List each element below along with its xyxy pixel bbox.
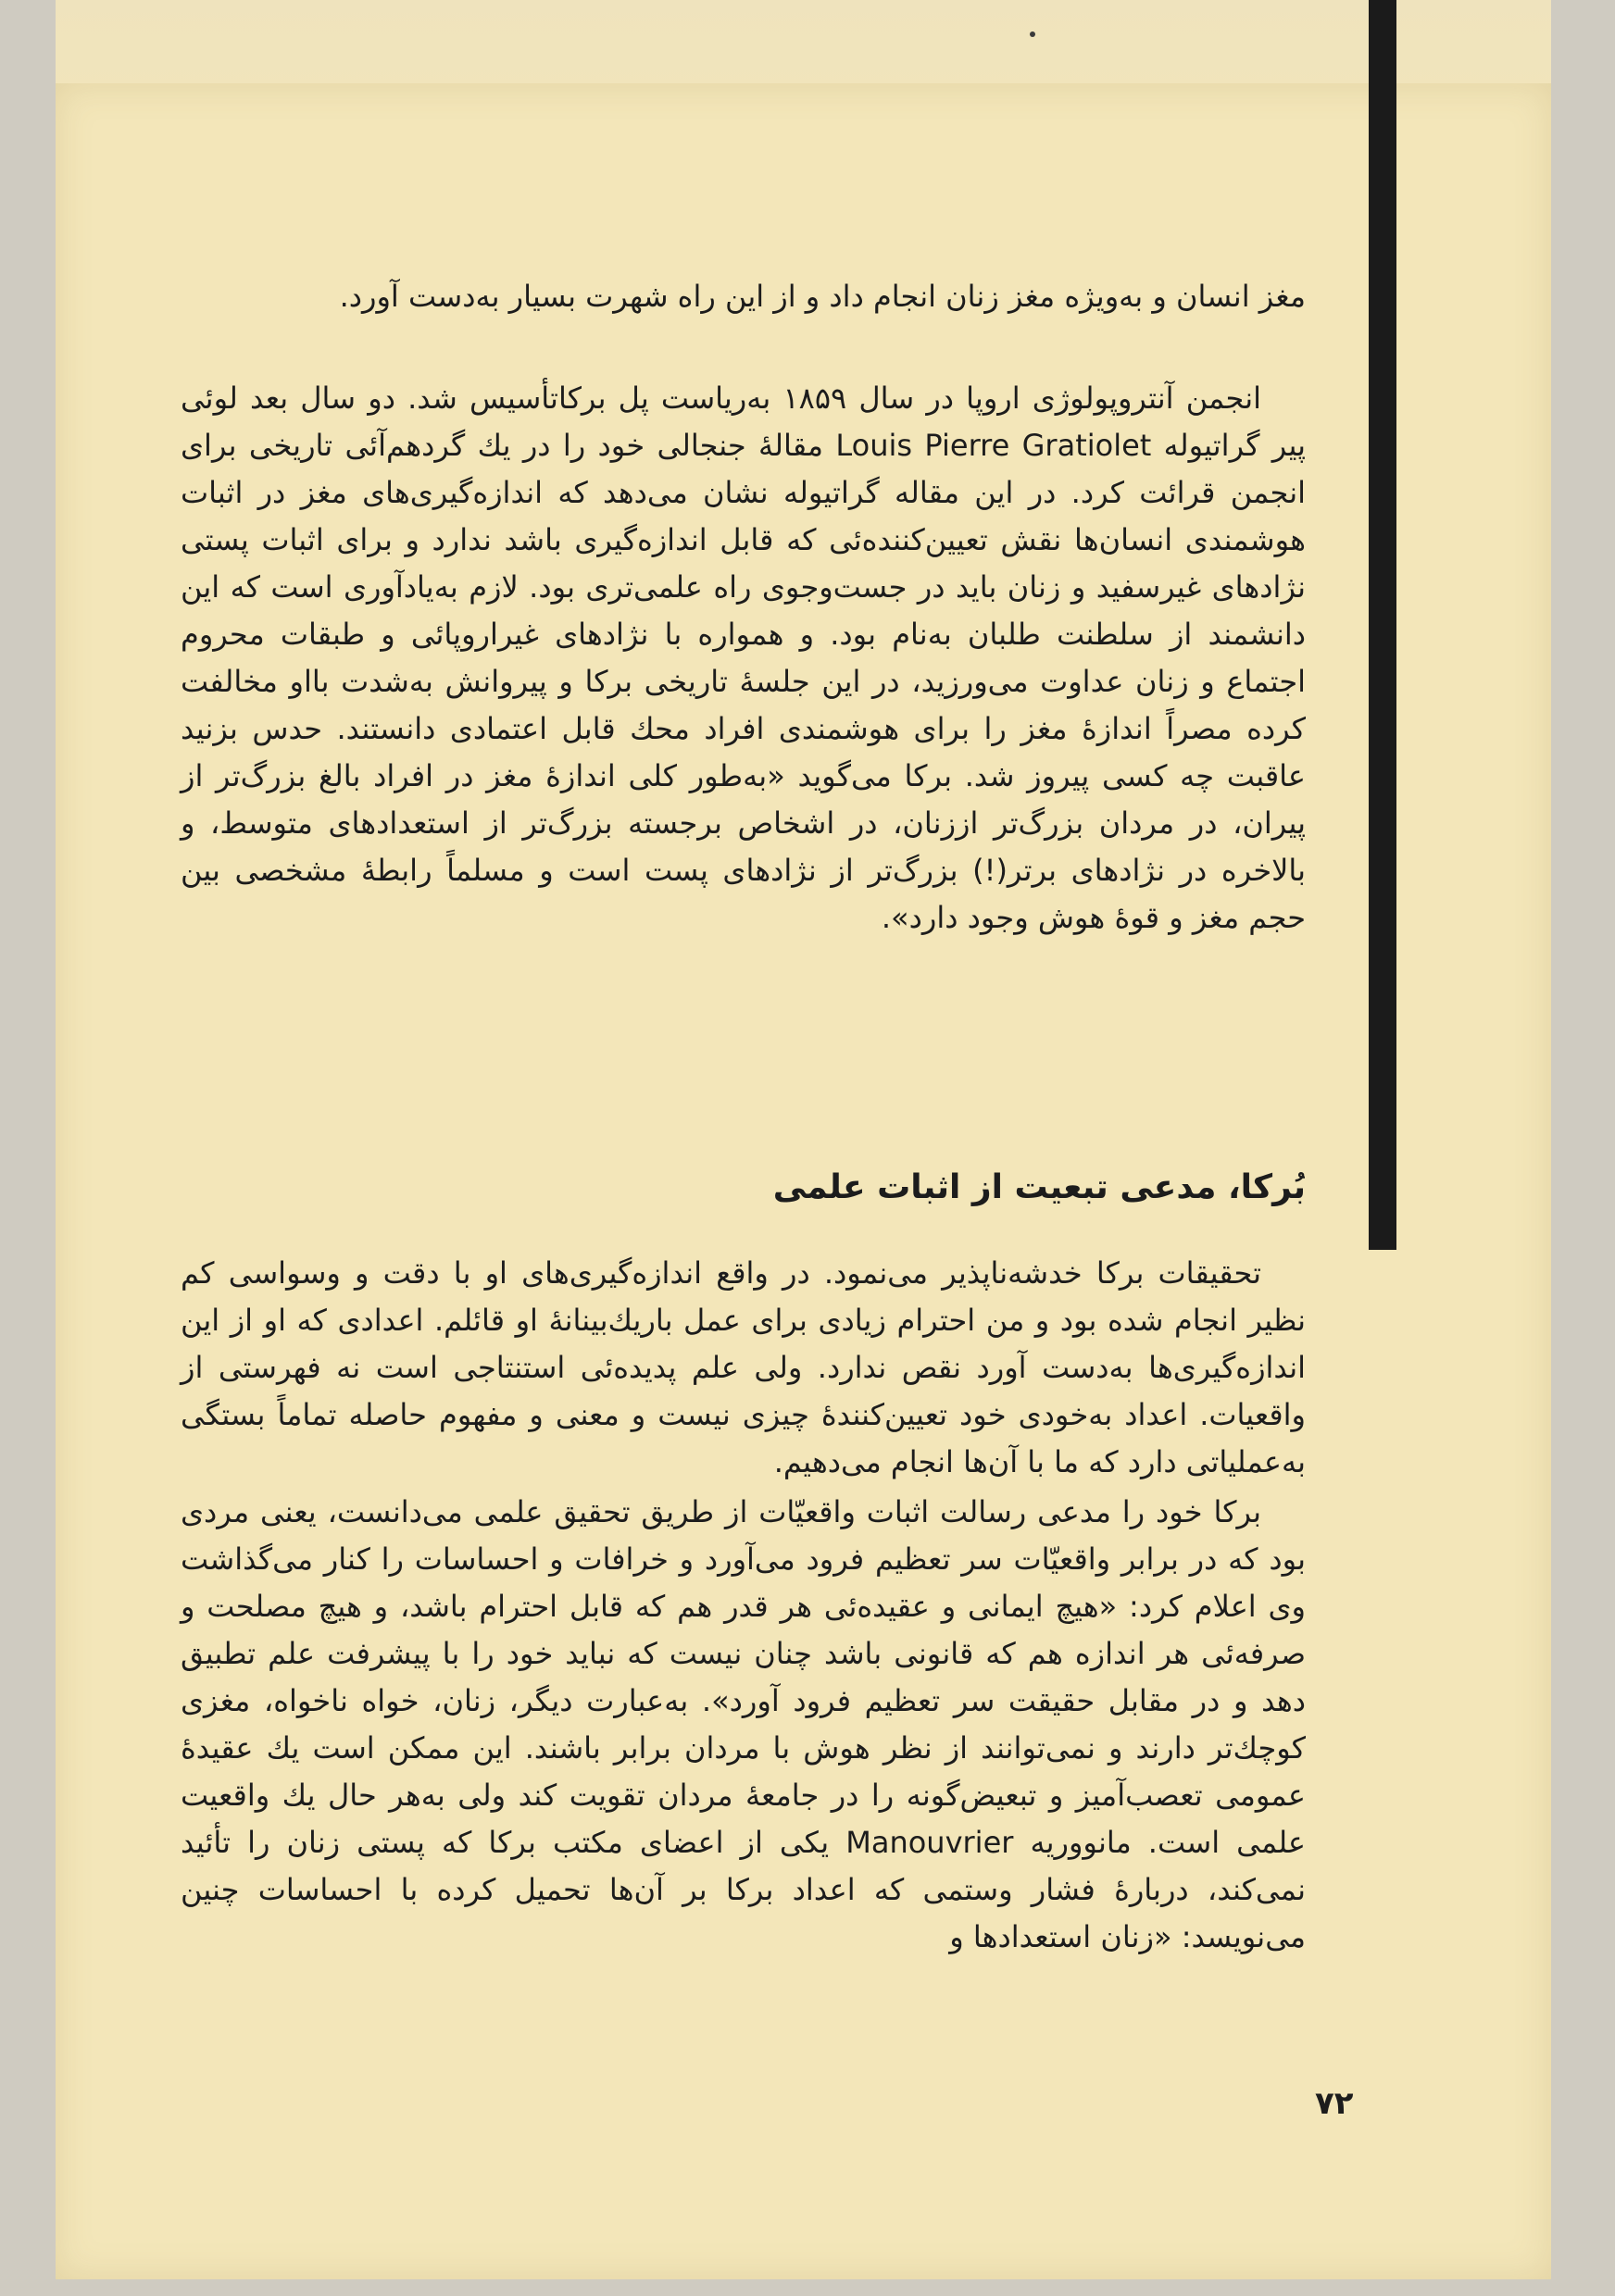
paragraph-1-block [181, 375, 1306, 942]
intro-line: مغز انسان و به‌ویژه مغز زنان انجام داد و از این راه شهرت بسیار به‌دست آورد. [339, 279, 1306, 314]
intro-line-block [181, 273, 1306, 320]
section-heading: بُركا، مدعی تبعیت از اثبات علمی [772, 1168, 1306, 1206]
black-binding-bar [1369, 0, 1396, 1250]
paragraph-3-block [181, 1489, 1306, 1961]
paragraph-1: انجمن آنتروپولوژی اروپا در سال ۱۸۵۹ به‌ریاست پل بركاتأسیس شد. دو سال بعد لوئی پیر گراتیوله Louis Pierre Gratiolet مقالهٔ جنجالی خود را در یك گردهم‌آئی تاریخی برای انجمن قرائت كرد. در این مقاله گراتیوله نشان می‌دهد كه اندازه‌گیری‌های مغز در اثبات هوشمندی انسان‌ها نقش تعیین‌كننده‌ئی كه قابل اندازه‌گیری باشد ندارد و برای اثبات پستی نژادهای غیرسفید و زنان باید در جست‌وجوی راه علمی‌تری بود. لازم به‌یادآوری است كه این دانشمند از سلطنت طلبان به‌نام بود. و همواره با نژادهای غیراروپائی و طبقات محروم اجتماع و زنان عداوت می‌ورزید، در این جلسهٔ تاریخی بركا و پیروانش به‌شدت بااو مخالفت كرده مصراً اندازهٔ مغز را برای هوشمندی افراد محك قابل اعتمادی دانستند. حدس بزنید عاقبت چه كسی پیروز شد. بركا می‌گوید «به‌طور كلی اندازهٔ مغز در افراد بالغ بزرگ‌تر از پیران، در مردان بزرگ‌تر اززنان، در اشخاص برجسته بزرگ‌تر از استعدادهای متوسط، و بالاخره در نژادهای برتر(!) بزرگ‌تر از نژادهای پست است و مسلماً رابطهٔ مشخصی بین حجم مغز و قوهٔ هوش وجود دارد». [181, 381, 1307, 935]
paragraph-3: بركا خود را مدعی رسالت اثبات واقعیّات از طریق تحقیق علمی می‌دانست، یعنی مردی بود كه در برابر واقعیّات سر تعظیم فرود می‌آورد و خرافات و احساسات را كنار می‌گذاشت وی اعلام كرد: «هیچ ایمانی و عقیده‌ئی هر قدر هم كه قابل احترام باشد، و هیچ مصلحت و صرفه‌ئی هر اندازه هم كه قانونی باشد چنان نیست كه نباید خود را با پیشرفت علم تطبیق دهد و در مقابل حقیقت سر تعظیم فرود آورد». به‌عبارت دیگر، زنان، خواه ناخواه، مغزی كوچك‌تر دارند و نمی‌توانند از نظر هوش با مردان برابر باشند. این ممكن است یك عقیدهٔ عمومی تعصب‌آمیز و تبعیض‌گونه را در جامعهٔ مردان تقویت كند ولی به‌هر حال یك واقعیت علمی است. مانووریه Manouvrier یكی از اعضای مكتب بركا كه پستی زنان را تأئید نمی‌كند، دربارهٔ فشار وستمی كه اعداد بركا بر آن‌ها تحمیل كرده با احساسات چنین می‌نویسد: «زنان استعدادها و [181, 1494, 1307, 1954]
dust-speck [1030, 31, 1035, 37]
page-number: ۷۲ [1315, 2085, 1354, 2122]
paragraph-2: تحقیقات بركا خدشه‌ناپذیر می‌نمود. در واقع اندازه‌گیری‌های او با دقت و وسواسی كم نظیر انجام شده بود و من احترام زیادی برای عمل باریك‌بینانهٔ او قائلم. اعدادی كه او از این اندازه‌گیری‌ها به‌دست آورد نقص ندارد. ولی علم پدیده‌ئی استنتاجی است نه فهرستی از واقعیات. اعداد به‌خودی خود تعیین‌كنندهٔ چیزی نیست و معنی و مفهوم حاصله تماماً بستگی به‌عملیاتی دارد كه ما با آن‌ها انجام می‌دهیم. [181, 1255, 1306, 1479]
paragraph-2-block [181, 1250, 1306, 1486]
